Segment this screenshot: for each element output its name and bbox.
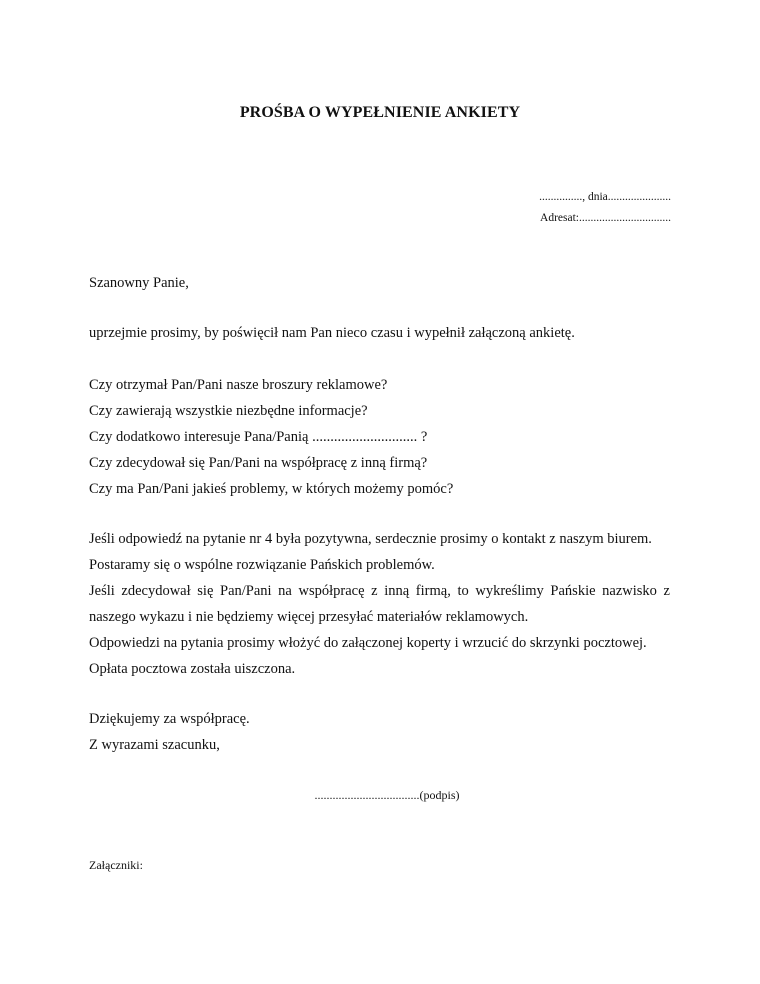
question-item: Czy dodatkowo interesuje Pana/Panią ............................. ? (89, 429, 428, 445)
document-title: PROŚBA O WYPEŁNIENIE ANKIETY (239, 104, 521, 121)
body-paragraph: Odpowiedzi na pytania prosimy włożyć do załączonej koperty i wrzucić do skrzynki pocztowej. (89, 635, 647, 651)
body-paragraph: Opłata pocztowa została uiszczona. (89, 661, 296, 677)
body-paragraph: Postaramy się o wspólne rozwiązanie Pańskich problemów. (89, 557, 435, 573)
body-paragraph: Jeśli odpowiedź na pytanie nr 4 była pozytywna, serdecznie prosimy o kontakt z naszym biurem. (89, 531, 652, 547)
question-item: Czy otrzymał Pan/Pani nasze broszury reklamowe? (89, 377, 388, 393)
attachments-label: Załączniki: (89, 858, 143, 872)
body-paragraphs (89, 526, 670, 682)
greeting: Szanowny Panie, (89, 275, 189, 291)
questions-list (89, 372, 670, 502)
thanks-line: Dziękujemy za współpracę. (89, 711, 250, 727)
regards-line: Z wyrazami szacunku, (89, 737, 220, 753)
signature-line: ...................................(podpis) (314, 788, 460, 802)
body-paragraph: Jeśli zdecydował się Pan/Pani na współpracę z inną firmą, to wykreślimy Pańskie nazwisko z naszego wykazu i nie będziemy więcej przesyłać materiałów reklamowych. (89, 583, 670, 625)
closing-block (89, 706, 670, 758)
intro-paragraph: uprzejmie prosimy, by poświęcił nam Pan nieco czasu i wypełnił załączoną ankietę. (89, 325, 575, 341)
date-line: ..............., dnia...................... (539, 191, 671, 203)
question-item: Czy zdecydował się Pan/Pani na współpracę z inną firmą? (89, 455, 428, 471)
question-item: Czy ma Pan/Pani jakieś problemy, w których możemy pomóc? (89, 481, 454, 497)
address-line: Adresat:................................ (540, 212, 671, 224)
question-item: Czy zawierają wszystkie niezbędne informacje? (89, 403, 368, 419)
